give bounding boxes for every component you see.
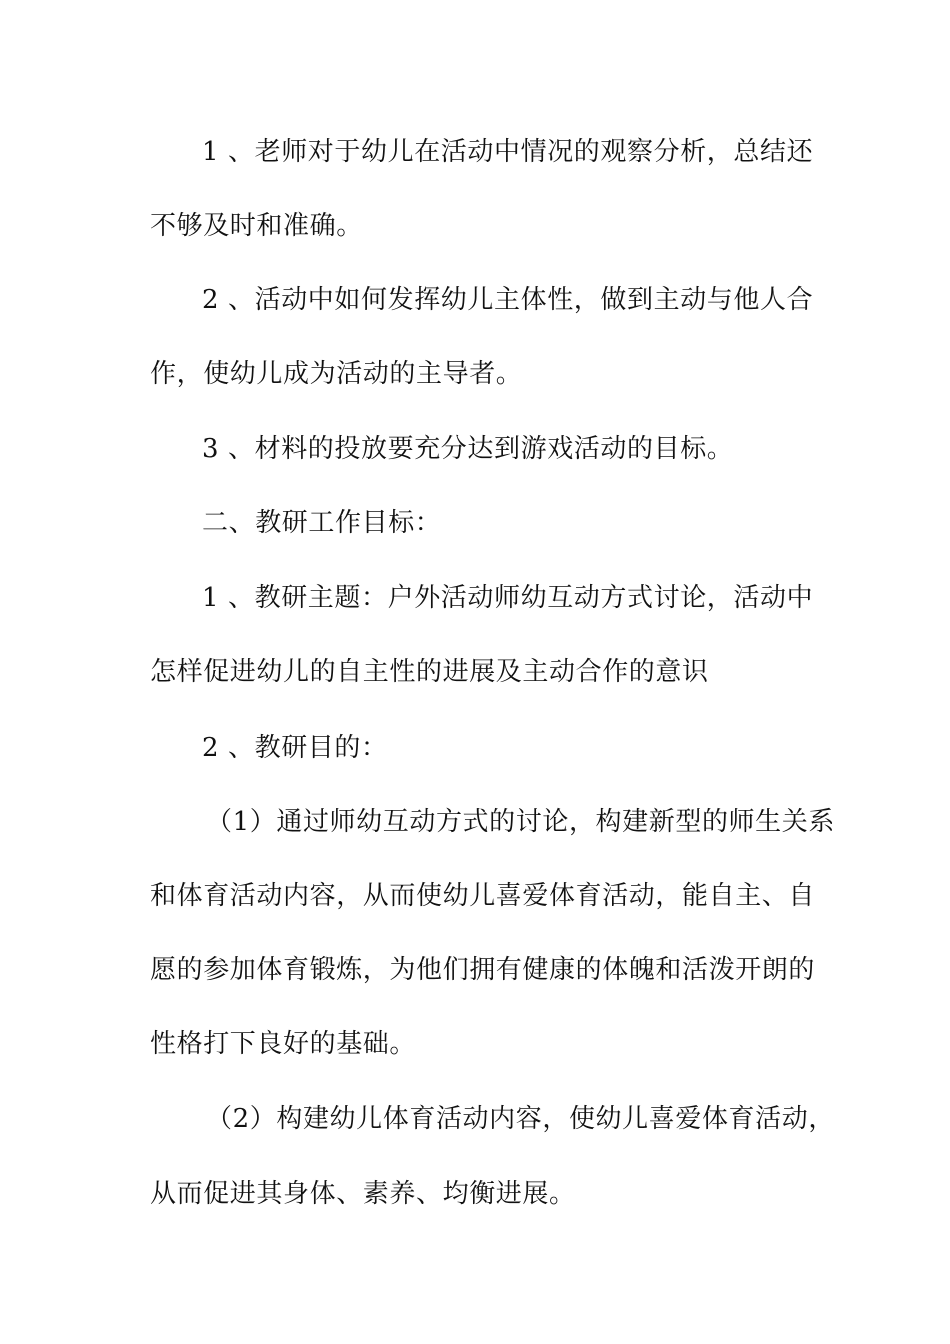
text-line: 2 、活动中如何发挥幼儿主体性，做到主动与他人合 — [202, 285, 814, 315]
text-line: 1 、老师对于幼儿在活动中情况的观察分析，总结还 — [202, 137, 814, 167]
text-line: 愿的参加体育锻炼，为他们拥有健康的体魄和活泼开朗的 — [150, 955, 816, 985]
text-line: 性格打下良好的基础。 — [150, 1029, 417, 1059]
text-line: 怎样促进幼儿的自主性的进展及主动合作的意识 — [150, 657, 709, 687]
text-line: 2 、教研目的： — [202, 733, 388, 763]
text-line: （1）通过师幼互动方式的讨论，构建新型的师生关系 — [206, 807, 835, 837]
text-line: 从而促进其身体、素养、均衡进展。 — [150, 1179, 576, 1209]
text-line: 和体育活动内容，从而使幼儿喜爱体育活动，能自主、自 — [150, 881, 816, 911]
text-line: 1 、教研主题：户外活动师幼互动方式讨论，活动中 — [202, 583, 814, 613]
text-line: （2）构建幼儿体育活动内容，使幼儿喜爱体育活动， — [206, 1104, 835, 1134]
text-line: 不够及时和准确。 — [150, 211, 363, 241]
text-line: 作，使幼儿成为活动的主导者。 — [150, 359, 523, 389]
section-heading: 二、教研工作目标： — [202, 508, 442, 538]
text-line: 3 、材料的投放要充分达到游戏活动的目标。 — [202, 434, 734, 464]
